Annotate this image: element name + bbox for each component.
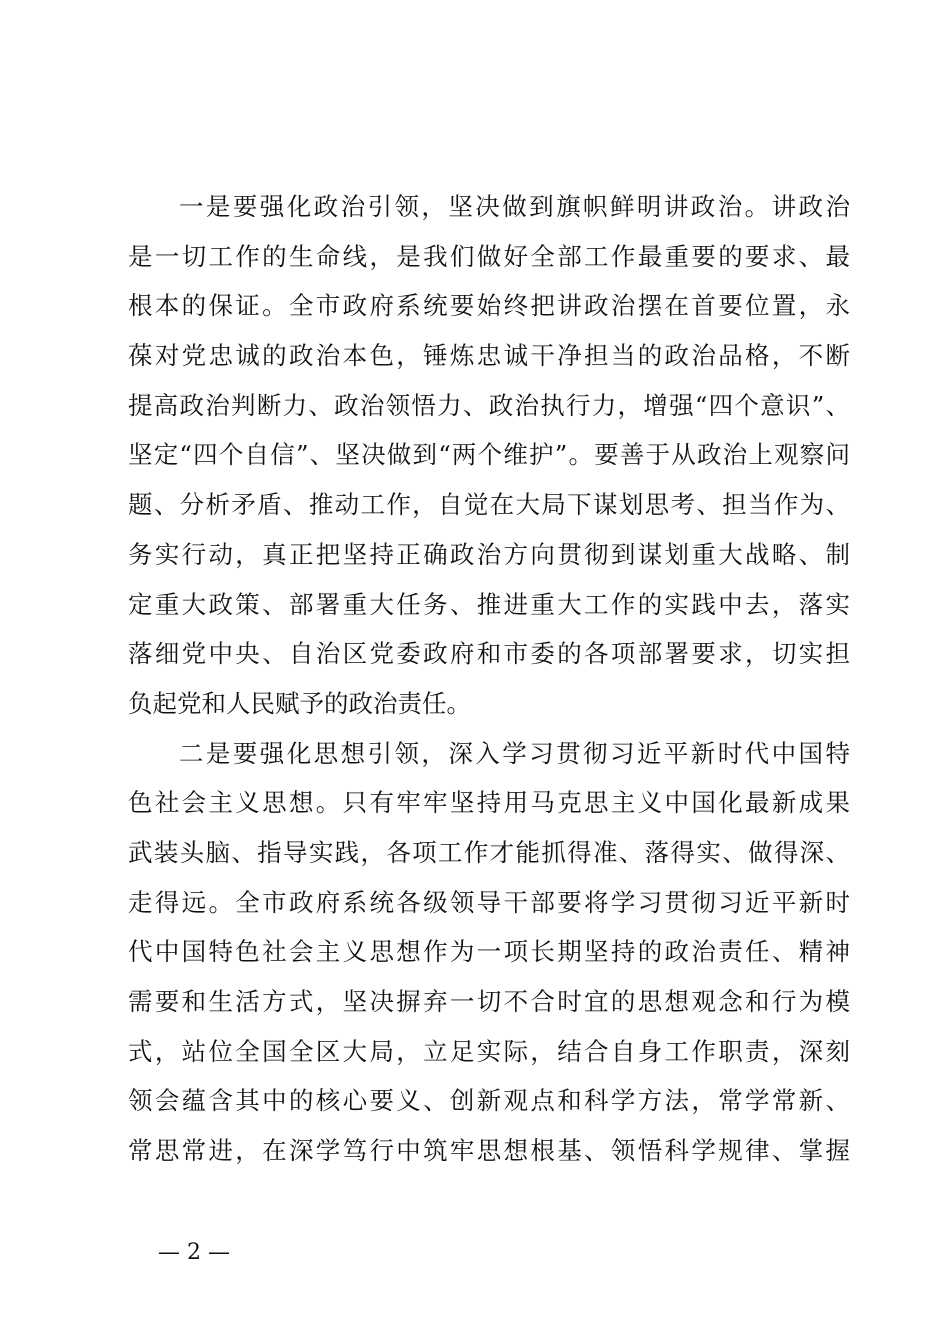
paragraph-2-line-6: 需要和生活方式，坚决摒弃一切不合时宜的思想观念和行为模 [128, 987, 850, 1016]
page-number: — 2 — [158, 1240, 230, 1265]
paragraph-2-line-2: 色社会主义思想。只有牢牢坚持用马克思主义中国化最新成果 [128, 788, 850, 818]
paragraph-1-line-2: 是一切工作的生命线，是我们做好全部工作最重要的要求、最 [128, 241, 850, 271]
body-text [128, 182, 850, 1176]
paragraph-1-line-1: 一是要强化政治引领，坚决做到旗帜鲜明讲政治。讲政治 [179, 192, 850, 221]
paragraph-1-line-4: 葆对党忠诚的政治本色，锤炼忠诚干净担当的政治品格，不断 [128, 341, 850, 371]
paragraph-2-line-9: 常思常进，在深学笃行中筑牢思想根基、领悟科学规律、掌握 [128, 1136, 850, 1166]
paragraph-1-line-6: 坚定“四个自信”、坚决做到“两个维护”。要善于从政治上观察问 [128, 440, 850, 470]
paragraph-2-line-8: 领会蕴含其中的核心要义、创新观点和科学方法，常学常新、 [128, 1086, 850, 1116]
paragraph-2-line-7: 式，站位全国全区大局，立足实际，结合自身工作职责，深刻 [128, 1036, 850, 1066]
paragraph-2-line-4: 走得远。全市政府系统各级领导干部要将学习贯彻习近平新时 [128, 887, 850, 917]
paragraph-1-line-7: 题、分析矛盾、推动工作，自觉在大局下谋划思考、担当作为、 [128, 490, 850, 520]
paragraph-1-line-11: 负起党和人民赋予的政治责任。 [128, 688, 471, 718]
paragraph-1-line-3: 根本的保证。全市政府系统要始终把讲政治摆在首要位置，永 [128, 291, 850, 321]
paragraph-1-line-10: 落细党中央、自治区党委政府和市委的各项部署要求，切实担 [128, 639, 850, 669]
paragraph-2-line-5: 代中国特色社会主义思想作为一项长期坚持的政治责任、精神 [128, 937, 850, 967]
paragraph-2-line-3: 武装头脑、指导实践，各项工作才能抓得准、落得实、做得深、 [128, 837, 850, 867]
paragraph-1-line-8: 务实行动，真正把坚持正确政治方向贯彻到谋划重大战略、制 [128, 539, 850, 569]
paragraph-2-line-1: 二是要强化思想引领，深入学习贯彻习近平新时代中国特 [179, 738, 850, 768]
paragraph-1-line-5: 提高政治判断力、政治领悟力、政治执行力，增强“四个意识”、 [128, 390, 850, 420]
paragraph-1-line-9: 定重大政策、部署重大任务、推进重大工作的实践中去，落实 [128, 589, 850, 619]
